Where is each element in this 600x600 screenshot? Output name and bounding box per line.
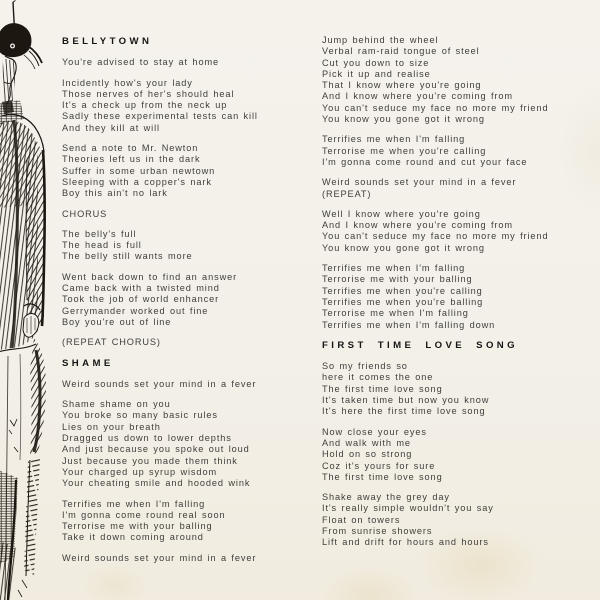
lyric-line: You know you gone got it wrong [322, 114, 485, 125]
lyric-line: Weird sounds set your mind in a fever [62, 552, 257, 563]
lyric-line: Jump behind the wheel [322, 35, 439, 45]
right-column [322, 35, 594, 558]
lyric-line: You can't seduce my face no more my friend [322, 231, 549, 242]
lyric-line: Terrifies me when I'm falling [62, 498, 206, 509]
lyric-line: Terrifies me when you're calling [322, 285, 483, 296]
lyric-line: Hold on so strong [322, 449, 413, 460]
lyric-line: Terrorise me with your balling [62, 521, 213, 532]
stanza [62, 499, 314, 544]
lyric-line: Cut you down to size [322, 57, 430, 68]
lyric-line: I'm gonna come round and cut your face [322, 156, 528, 167]
stanza [62, 78, 314, 134]
lyric-line: Coz it's yours for sure [322, 460, 436, 471]
lyric-line: You're advised to stay at home [62, 57, 220, 68]
lyric-line: Terrifies me when I'm falling [322, 263, 466, 274]
lyric-line: The belly's full [62, 228, 137, 239]
lyric-line: Sadly these experimental tests can kill [62, 111, 258, 122]
lyric-line: Your cheating smile and hooded wink [62, 478, 251, 489]
lyric-line: That I know where you're going [322, 80, 482, 91]
lyric-line: The head is full [62, 240, 142, 251]
lyric-line: (REPEAT CHORUS) [62, 337, 161, 348]
lyric-line: Incidently how's your lady [62, 77, 193, 88]
lyric-line: Weird sounds set your mind in a fever [322, 177, 517, 188]
lyric-line: You broke so many basic rules [62, 410, 218, 421]
lyric-line: And they kill at will [62, 122, 160, 133]
song-title: SHAME [62, 357, 114, 369]
lyric-line: And I know where you're coming from [322, 220, 513, 231]
lyric-line: It's taken time but now you know [322, 395, 490, 406]
lyric-line: Lift and drift for hours and hours [322, 537, 489, 548]
lyric-line: Terrorise me when I'm falling [322, 308, 469, 319]
stanza [322, 35, 594, 125]
lyric-line: Just because you made them think [62, 455, 238, 466]
lyric-line: Gerrymander worked out fine [62, 305, 209, 316]
lyric-line: It's really simple wouldn't you say [322, 503, 494, 514]
lyric-line: Shake away the grey day [322, 492, 450, 503]
lyric-line: Verbal ram-raid tongue of steel [322, 46, 480, 57]
stanza [322, 361, 594, 417]
lyric-line: The first time love song [322, 383, 443, 394]
lyric-line: And just because you spoke out loud [62, 444, 250, 455]
lyric-line: Terrifies me when I'm falling [322, 134, 466, 145]
lyric-line: Well I know where you're going [322, 208, 481, 219]
lyric-line: From sunrise showers [322, 525, 433, 536]
lyric-line: It's a check up from the neck up [62, 100, 228, 111]
stanza [322, 263, 594, 331]
lyric-line: Went back down to find an answer [62, 271, 238, 282]
lyric-line: I'm gonna come round real soon [62, 509, 226, 520]
lyric-line: CHORUS [62, 208, 108, 219]
lyric-line: And walk with me [322, 437, 411, 448]
stanza [62, 379, 314, 390]
lyric-line: You know you gone got it wrong [322, 242, 485, 253]
lyric-line: Float on towers [322, 514, 401, 525]
lyric-line: Boy this ain't no lark [62, 188, 168, 199]
lyric-line: Terrifies me when I'm falling down [322, 319, 496, 330]
lyric-line: Terrorise me with your balling [322, 274, 473, 285]
stanza [62, 399, 314, 489]
lyric-line: Dragged us down to lower depths [62, 433, 232, 444]
lyric-line: The belly still wants more [62, 251, 193, 262]
lyric-line: Take it down coming around [62, 532, 204, 543]
lyric-line: It's here the first time love song [322, 406, 486, 417]
stanza [322, 492, 594, 548]
lyric-line: Weird sounds set your mind in a fever [62, 378, 257, 389]
lyric-line: Now close your eyes [322, 426, 427, 437]
lyric-line: Those nerves of her's should heal [62, 88, 235, 99]
lyric-line: Came back with a twisted mind [62, 283, 220, 294]
lyric-line: Send a note to Mr. Newton [62, 143, 199, 154]
lyric-line: Boy you're out of line [62, 316, 172, 327]
stanza [62, 272, 314, 328]
stanza [322, 427, 594, 483]
song-title: BELLYTOWN [62, 36, 153, 47]
ink-figure-sketch [0, 0, 58, 600]
lyric-line: Suffer in some urban newtown [62, 165, 216, 176]
lyric-line: Terrorise me when you're calling [322, 145, 487, 156]
song-title: FIRST TIME LOVE SONG [322, 339, 518, 351]
stanza [62, 229, 314, 263]
lyric-line: Took the job of world enhancer [62, 294, 220, 305]
left-column [62, 36, 314, 573]
lyric-line: Your charged up syrup wisdom [62, 466, 218, 477]
lyric-line: Lies on your breath [62, 421, 161, 432]
lyric-line: Terrifies me when you're balling [322, 296, 484, 307]
stanza [322, 177, 594, 200]
lyric-line: Pick it up and realise [322, 68, 431, 79]
lyric-line: Theories left us in the dark [62, 154, 201, 165]
stanza [322, 209, 594, 254]
lyric-line: The first time love song [322, 471, 443, 482]
lyric-line: You can't seduce my face no more my friend [322, 102, 549, 113]
stanza [62, 57, 314, 68]
lyric-line: And I know where you're coming from [322, 91, 513, 102]
lyric-line: (REPEAT) [322, 188, 372, 199]
lyric-line: Sleeping with a copper's nark [62, 176, 212, 187]
stanza [62, 553, 314, 564]
stanza [322, 134, 594, 168]
lyric-line: So my friends so [322, 361, 408, 372]
stanza [62, 143, 314, 199]
stanza [62, 337, 314, 348]
lyric-line: Shame shame on you [62, 399, 171, 410]
lyric-line: here it comes the one [322, 372, 434, 383]
stanza [62, 209, 314, 220]
